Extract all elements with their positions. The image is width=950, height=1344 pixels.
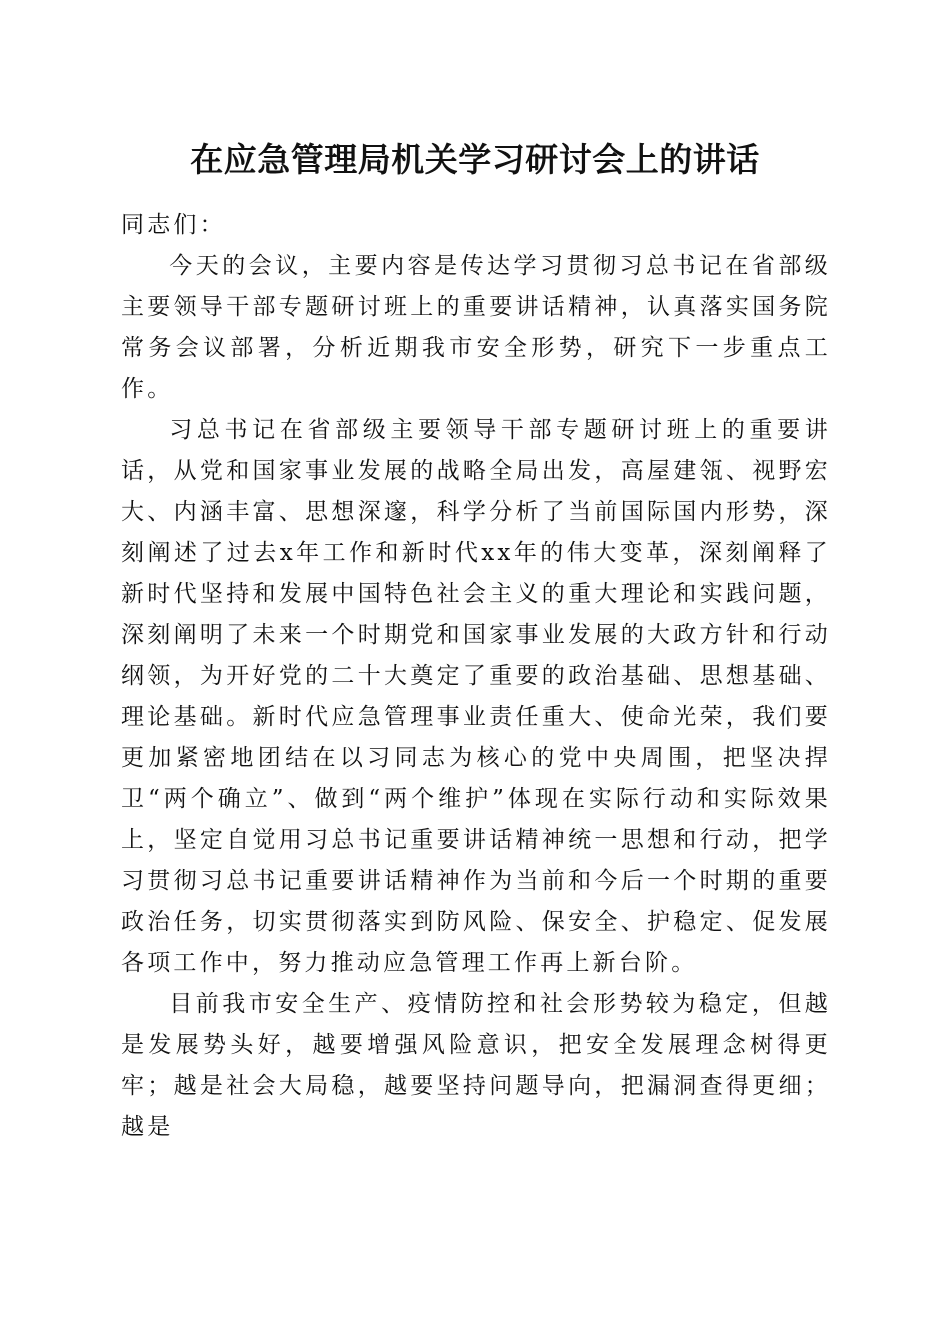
document-body: [121, 205, 831, 1148]
paragraph-speech-significance: 习总书记在省部级主要领导干部专题研讨班上的重要讲话，从党和国家事业发展的战略全局出发，高屋建瓴、视野宏大、内涵丰富、思想深邃，科学分析了当前国际国内形势，深刻阐述了过去x年工作和新时代xx年的伟大变革，深刻阐释了新时代坚持和发展中国特色社会主义的重大理论和实践问题，深刻阐明了未来一个时期党和国家事业发展的大政方针和行动纲领，为开好党的二十大奠定了重要的政治基础、思想基础、理论基础。新时代应急管理事业责任重大、使命光荣，我们要更加紧密地团结在以习同志为核心的党中央周围，把坚决捍卫“两个确立”、做到“两个维护”体现在实际行动和实际效果上，坚定自觉用习总书记重要讲话精神统一思想和行动，把学习贯彻习总书记重要讲话精神作为当前和今后一个时期的重要政治任务，切实贯彻落实到防风险、保安全、护稳定、促发展各项工作中，努力推动应急管理工作再上新台阶。: [121, 417, 831, 976]
paragraph-opening: 今天的会议，主要内容是传达学习贯彻习总书记在省部级主要领导干部专题研讨班上的重要讲话精神，认真落实国务院常务会议部署，分析近期我市安全形势，研究下一步重点工作。: [121, 253, 831, 402]
salutation: 同志们：: [121, 212, 226, 238]
document-title: 在应急管理局机关学习研讨会上的讲话: [190, 140, 760, 179]
paragraph-safety-situation: 目前我市安全生产、疫情防控和社会形势较为稳定，但越是发展势头好，越要增强风险意识，把安全发展理念树得更牢；越是社会大局稳，越要坚持问题导向，把漏洞查得更细；越是: [121, 991, 831, 1140]
